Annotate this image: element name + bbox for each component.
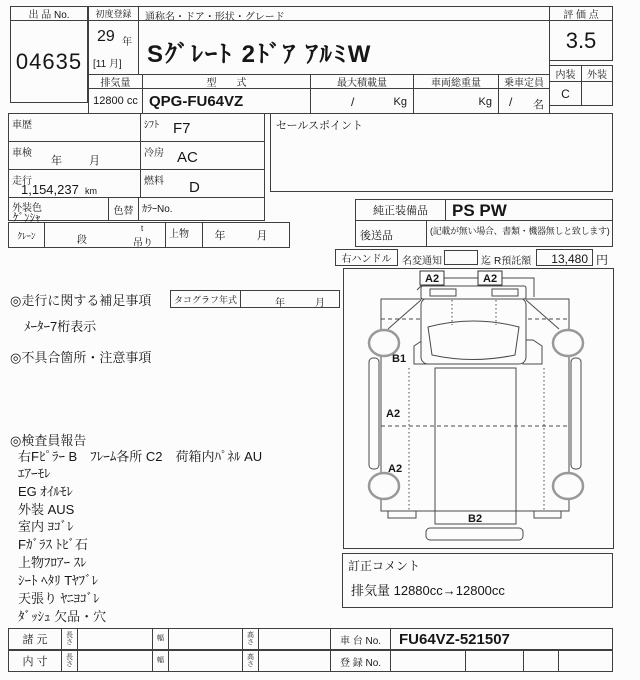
capacity-label: 乗車定員 xyxy=(498,74,550,89)
shift-cell xyxy=(140,113,265,142)
inner-width-label-cell xyxy=(152,650,169,672)
interior-grade-value: C xyxy=(549,81,582,106)
first-registration-label: 初度登録 xyxy=(88,6,139,21)
inner-height-label-cell xyxy=(242,650,259,672)
exterior-color-value: ｹﾞﾝｼｬ xyxy=(13,212,41,224)
registration-no-cell-2 xyxy=(465,650,524,672)
report-line: ｼｰﾄ ﾍﾀﾘ Tﾔﾌﾞﾚ xyxy=(18,573,99,588)
report-line: 右Fﾋﾟﾗｰ B ﾌﾚｰﾑ各所 C2 荷箱内ﾊﾟﾈﾙ AU xyxy=(18,449,263,464)
displacement-label: 排気量 xyxy=(88,74,143,89)
recycle-deposit-value: 13,480 xyxy=(551,252,588,266)
exterior-grade-label: 外装 xyxy=(581,65,613,82)
mileage-unit: km xyxy=(85,186,97,196)
tachograph-value: 年 月 xyxy=(275,298,335,309)
inner-width-label: 幅 xyxy=(157,657,164,665)
first-reg-year-unit: 年 xyxy=(122,37,132,48)
shift-label: ｼﾌﾄ xyxy=(144,120,159,131)
vehicle-name-label: 通称名・ドア・形状・グレード xyxy=(145,12,285,23)
report-line: 上物ﾌﾛｱｰ ｽﾚ xyxy=(18,555,87,570)
diagram-label-a2-left-low: A2 xyxy=(388,463,403,475)
inner-height-value-cell xyxy=(258,650,331,672)
first-reg-month: [11 月] xyxy=(93,59,122,70)
vehicle-name-header xyxy=(138,6,550,21)
fuel-label: 燃料 xyxy=(144,176,164,187)
crane-label-cell: ｸﾚｰﾝ xyxy=(8,222,45,248)
exterior-grade-value xyxy=(581,81,613,106)
report-line: 天張り ﾔﾆﾖｺﾞﾚ xyxy=(18,591,100,606)
recycle-deposit-label: R預託額 xyxy=(494,256,532,267)
damage-diagram-box xyxy=(343,268,614,549)
registration-no-label: 登 録 No. xyxy=(330,650,391,672)
report-line: EG ｵｲﾙﾓﾚ xyxy=(18,484,73,499)
diagram-label-b2-rear: B2 xyxy=(468,513,483,525)
vehicle-name-value: Sｸﾞﾚｰﾄ 2ﾄﾞｱ ｱﾙﾐW xyxy=(147,41,373,68)
registration-no-cell-4 xyxy=(558,650,613,672)
report-line: ﾀﾞｯｼｭ 欠品・穴 xyxy=(18,609,107,624)
spec-row-label: 諸 元 xyxy=(8,628,62,650)
model-code-label: 型 式 xyxy=(142,74,311,89)
diagram-label-a2-left-mid: A2 xyxy=(386,408,401,420)
max-load-slash: / xyxy=(351,95,355,109)
score-label: 評 価 点 xyxy=(549,6,613,21)
meter-note: ﾒｰﾀｰ7桁表示 xyxy=(24,319,97,334)
name-change-label: 名変通知 xyxy=(402,256,442,267)
shift-value: F7 xyxy=(173,120,191,137)
first-reg-year: 29 xyxy=(97,28,115,45)
displacement-value: 12800 cc xyxy=(88,88,143,114)
equipment-label: 純正装備品 xyxy=(355,199,446,221)
crane-detail-cell xyxy=(44,222,166,248)
gross-weight-label: 車両総重量 xyxy=(413,74,499,89)
capacity-unit: 名 xyxy=(533,99,544,111)
history-label: 車歴 xyxy=(12,120,32,131)
inspector-report-title: ◎検査員報告 xyxy=(10,433,87,448)
tachograph-value-cell xyxy=(240,290,340,308)
model-code-value: QPG-FU64VZ xyxy=(149,93,244,110)
max-load-unit: Kg xyxy=(393,96,407,108)
sales-point-box xyxy=(270,113,613,192)
length-label-cell xyxy=(61,628,78,650)
correction-title: 訂正コメント xyxy=(348,559,421,573)
fuel-cell xyxy=(140,169,265,198)
registration-no-cell-1 xyxy=(390,650,466,672)
defect-title: ◎不具合箇所・注意事項 xyxy=(10,350,152,365)
equipment-value-box xyxy=(445,199,613,221)
exterior-color-cell xyxy=(8,197,109,224)
name-change-box xyxy=(444,250,478,265)
length-value-cell xyxy=(77,628,153,650)
width-label: 幅 xyxy=(157,635,164,643)
crane-tsuri-label: 吊り xyxy=(133,238,153,249)
height-value-cell xyxy=(258,628,331,650)
width-label-cell xyxy=(152,628,169,650)
later-items-label-cell xyxy=(355,220,427,247)
inner-length-label: 長さ xyxy=(66,653,73,668)
width-value-cell xyxy=(168,628,243,650)
capacity-slash: / xyxy=(509,95,513,109)
interior-grade-label: 内装 xyxy=(549,65,582,82)
chassis-no-label: 車 台 No. xyxy=(330,628,391,650)
later-items-label: 後送品 xyxy=(360,230,393,242)
yen-label: 円 xyxy=(596,253,609,267)
diagram-label-a2-front-left: A2 xyxy=(425,273,440,285)
vehicle-name-box xyxy=(138,20,550,75)
registration-no-cell-3 xyxy=(523,650,559,672)
mileage-label: 走行 xyxy=(12,176,32,187)
inspection-value: 年 月 xyxy=(51,155,108,167)
mileage-value: 1,154,237 xyxy=(21,182,79,197)
correction-box xyxy=(342,553,613,608)
aircon-label: 冷房 xyxy=(144,148,164,159)
aircon-value: AC xyxy=(177,149,198,166)
body-label-cell xyxy=(165,222,203,248)
truck-top-view xyxy=(344,269,613,548)
gross-weight-value xyxy=(413,88,499,114)
score-value: 3.5 xyxy=(549,20,613,61)
correction-text: 排気量 12880cc→12800cc xyxy=(351,583,505,598)
exhibit-no-value: 04635 xyxy=(10,20,88,103)
handle-badge: 右ハンドル xyxy=(335,249,398,266)
first-registration-value xyxy=(88,20,139,75)
max-load-label: 最大積載量 xyxy=(310,74,414,89)
inner-dim-row-label: 内 寸 xyxy=(8,650,62,672)
aircon-cell xyxy=(140,141,265,170)
fuel-value: D xyxy=(189,179,200,196)
color-no-label: ｶﾗｰNo. xyxy=(142,204,173,215)
body-date-cell: 年 月 xyxy=(202,222,290,248)
model-code-box xyxy=(142,88,311,114)
crane-dan-label: 段 xyxy=(77,235,87,246)
inspection-label: 車検 xyxy=(12,148,32,159)
report-line: 外装 AUS xyxy=(18,502,75,517)
chassis-no-value: FU64VZ-521507 xyxy=(399,631,510,648)
diagram-label-a2-front-right: A2 xyxy=(483,273,498,285)
capacity-value xyxy=(498,88,550,114)
height-label-cell xyxy=(242,628,259,650)
report-line: 室内 ﾖｺﾞﾚ xyxy=(18,519,74,534)
exterior-color-label: 外装色 xyxy=(12,203,42,214)
later-items-note-cell xyxy=(426,220,613,247)
report-line: Fｶﾞﾗｽ ﾄﾋﾞ石 xyxy=(18,537,89,552)
exhibit-no-label: 出 品 No. xyxy=(10,6,88,21)
report-line: ｴｱｰﾓﾚ xyxy=(18,466,51,481)
inner-length-label-cell xyxy=(61,650,78,672)
max-load-value xyxy=(310,88,414,114)
sales-point-label: セールスポイント xyxy=(276,120,364,132)
diagram-label-b1-left: B1 xyxy=(392,353,407,365)
mileage-cell xyxy=(8,169,141,198)
until-label: 迄 xyxy=(481,256,491,267)
inner-width-value-cell xyxy=(168,650,243,672)
crane-ton-label: t xyxy=(141,224,144,233)
body-label: 上物 xyxy=(169,229,189,240)
history-cell xyxy=(8,113,141,142)
length-label: 長さ xyxy=(66,631,73,646)
inspection-cell xyxy=(8,141,141,170)
recycle-deposit-box xyxy=(536,249,593,266)
inner-height-label: 高さ xyxy=(247,653,254,668)
height-label: 高さ xyxy=(247,631,254,646)
chassis-no-value-cell xyxy=(390,628,613,650)
equipment-value: PS PW xyxy=(452,201,507,220)
later-items-note: (記載が無い場合、書類・機器無しと致します) xyxy=(430,226,610,236)
tachograph-label: タコグラフ年式 xyxy=(170,290,241,308)
repaint-cell: 色替 xyxy=(108,197,139,221)
gross-weight-unit: Kg xyxy=(478,96,492,108)
mileage-notes-title: ◎走行に関する補足事項 xyxy=(10,293,152,308)
color-no-cell xyxy=(138,197,265,221)
inner-length-value-cell xyxy=(77,650,153,672)
